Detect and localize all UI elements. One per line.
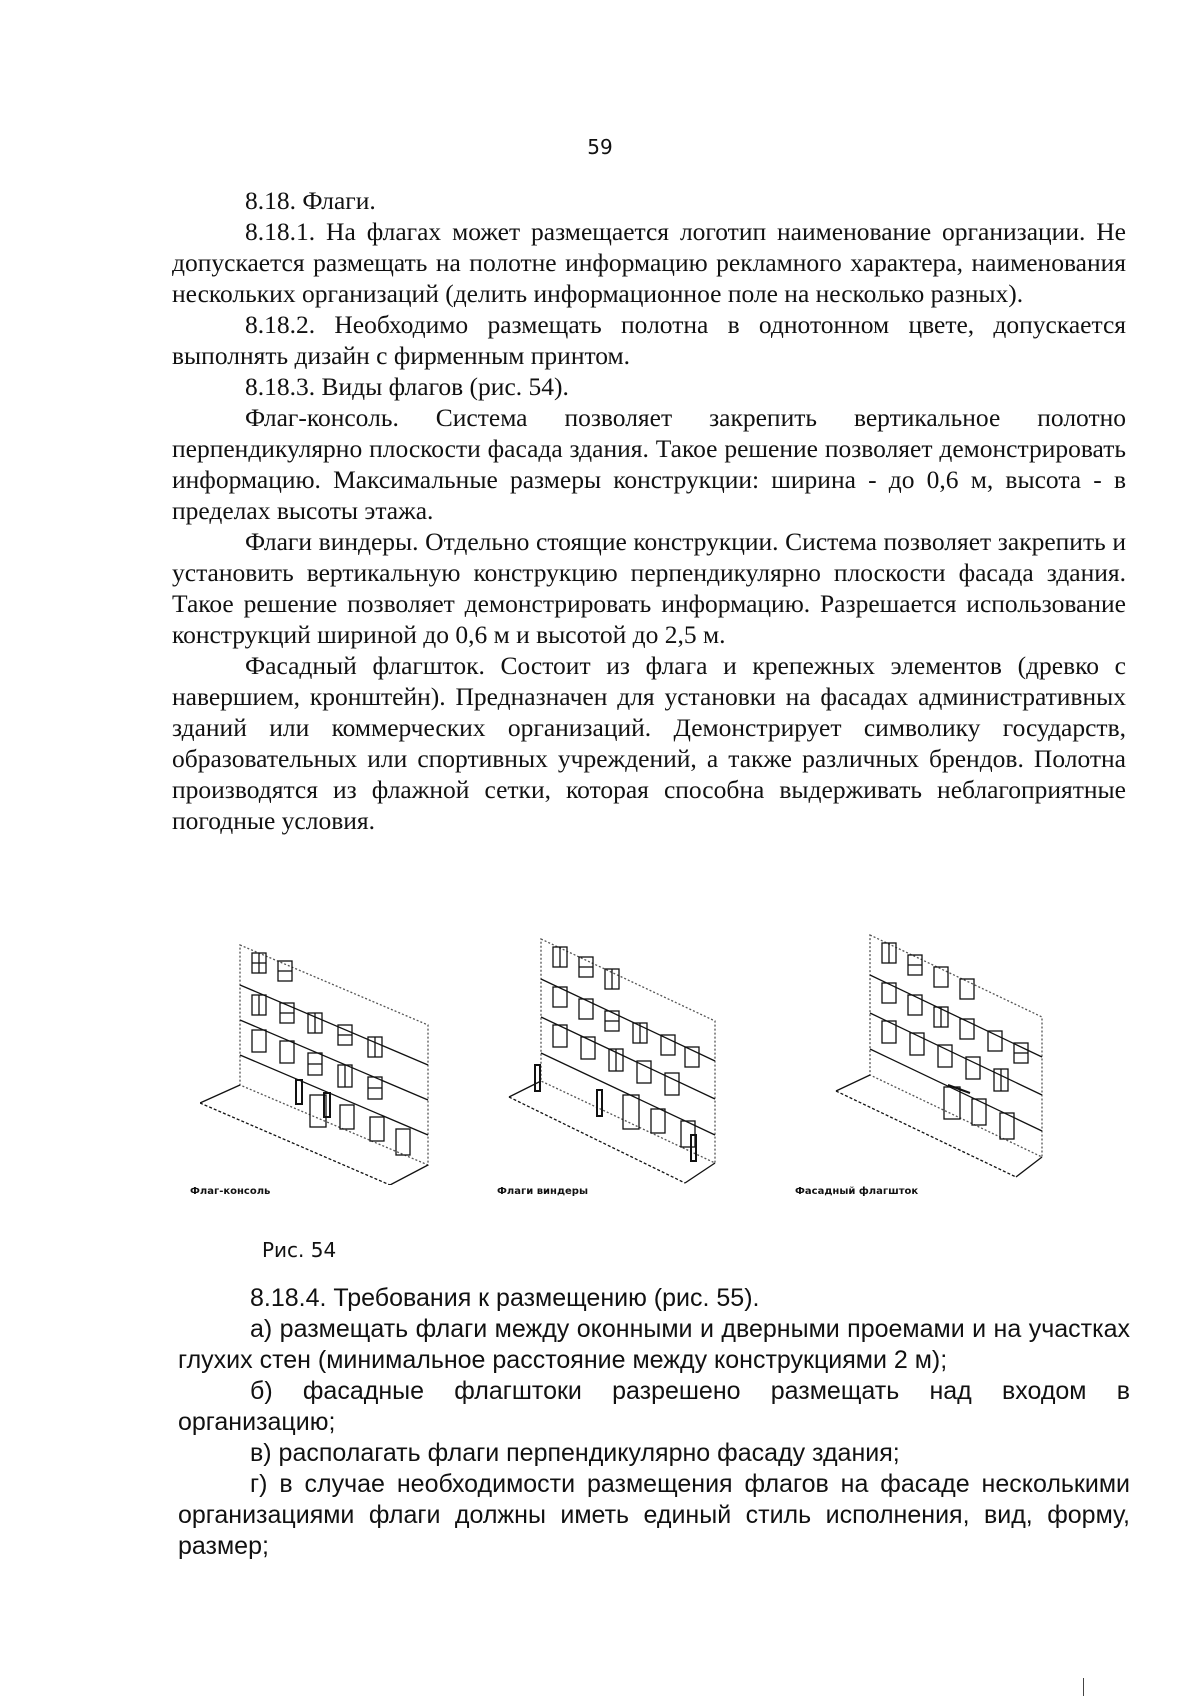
- body-text-upper: [172, 185, 1126, 836]
- building-illustration-flagpole: [830, 925, 1070, 1185]
- list-item-c: в) располагать флаги перпендикулярно фасаду здания;: [250, 1439, 900, 1467]
- scan-mark: [1083, 1678, 1084, 1696]
- paragraph-facade-flagpole: Фасадный флагшток. Состоит из флага и крепежных элементов (древко с навершием, кронштейн). Предназначен для установки на фасадах административных зданий или коммерческих организаций. Демонстрирует символику государств, образовательных или спортивных учреждений, а также различных брендов. Полотна производятся из флажной сетки, которая способна выдерживать неблагоприятные погодные условия.: [172, 651, 1126, 835]
- figure-label-flagpole: Фасадный флагшток: [795, 1186, 919, 1197]
- building-illustration-console: [200, 925, 440, 1185]
- list-item-d: г) в случае необходимости размещения флагов на фасаде несколькими организациями флаги должны иметь единый стиль исполнения, вид, форму, размер;: [178, 1470, 1130, 1560]
- paragraph-8-18-1: 8.18.1. На флагах может размещается логотип наименование организации. Не допускается размещать на полотне информацию рекламного характера, наименования нескольких организаций (делить информационное поле на несколько разных).: [172, 217, 1126, 308]
- paragraph-flag-winders: Флаги виндеры. Отдельно стоящие конструкции. Система позволяет закрепить и установить вертикальную конструкцию перпендикулярно плоскости фасада здания. Такое решение позволяет демонстрировать информацию. Разрешается использование конструкций шириной до 0,6 м и высотой до 2,5 м.: [172, 527, 1126, 649]
- paragraph-8-18-3: 8.18.3. Виды флагов (рис. 54).: [245, 372, 569, 401]
- list-item-a: а) размещать флаги между оконными и дверными проемами и на участках глухих стен (минимальное расстояние между конструкциями 2 м);: [178, 1315, 1130, 1374]
- list-item-b: б) фасадные флагштоки разрешено размещать над входом в организацию;: [178, 1377, 1130, 1436]
- section-heading: 8.18. Флаги.: [245, 186, 376, 215]
- page-number: 59: [587, 135, 613, 159]
- paragraph-flag-console: Флаг-консоль. Система позволяет закрепить вертикальное полотно перпендикулярно плоскости фасада здания. Такое решение позволяет демонстрировать информацию. Максимальные размеры конструкции: ширина - до 0,6 м, высота - в пределах высоты этажа.: [172, 403, 1126, 525]
- figure-caption: Рис. 54: [262, 1238, 337, 1262]
- paragraph-8-18-2: 8.18.2. Необходимо размещать полотна в однотонном цвете, допускается выполнять дизайн с фирменным принтом.: [172, 310, 1126, 370]
- figure-label-console: Флаг-консоль: [190, 1186, 271, 1197]
- figure-label-winders: Флаги виндеры: [497, 1186, 589, 1197]
- body-text-lower: [178, 1283, 1130, 1562]
- paragraph-8-18-4: 8.18.4. Требования к размещению (рис. 55).: [250, 1284, 760, 1312]
- building-illustration-winders: [505, 925, 745, 1185]
